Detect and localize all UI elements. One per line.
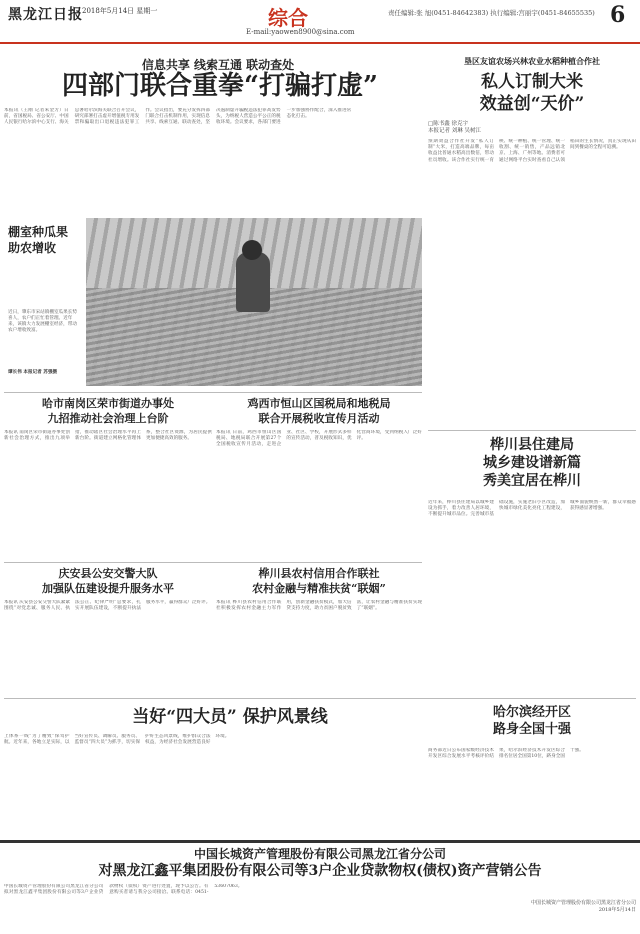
notice-rule: [0, 840, 640, 843]
editor-info: 责任编辑:张 旭(0451-84642383) 执行编辑:宫丽宇(0451-84655535): [388, 9, 595, 17]
section-title: 综合: [268, 6, 308, 30]
divider: [4, 562, 422, 563]
news4-body: 本报讯 桦川县农村信用合作联社积极发挥农村金融主力军作用，创新金融扶贫模式，加大信贷支持力度，助力贫困户脱贫致富，让农村金融与精准扶贫实现了“联姻”。: [216, 600, 422, 612]
divider: [4, 392, 422, 393]
photo-caption: 近日，肇东市宋站镇棚室瓜果长势喜人，农户们正忙着管理。近年来，该镇大力发展棚室经济，带动农户增收致富。: [8, 310, 77, 333]
notice-body: 中国长城资产管理股份有限公司黑龙江省分公司拟对黑龙江鑫平集团股份有限公司等3户企业贷款物权（债权）资产进行处置，现予以公告。有意购买者请与我分公司接洽。联系电话：0451-53607063。: [4, 884, 243, 896]
lead-kicker: 信息共享 线索互通 联动查处: [141, 58, 295, 72]
notice-title: 对黑龙江鑫平集团股份有限公司等3户企业贷款物权(债权)资产营销公告: [98, 863, 542, 879]
newspaper-logo: 黑龙江日报: [8, 7, 83, 23]
news2-body: 本报讯 日前，鸡西市恒山区国税局、地税局联合开展第27个全国税收宣传月活动，走进企业、社区、学校，开展形式多样的宣传活动，普及税收知识，优化营商环境，受到纳税人广泛好评。: [216, 430, 422, 448]
feature-body: 上体系一线“为了精致”保驾护航。近年来，各地立足实际，以当好宣传员、调解员、服务员、监督员“四大员”为抓手，切实保护好生态风景线，维护群众合法权益，为经济社会发展营造良好环境。: [4, 734, 230, 746]
notice-footer: 中国长城资产管理股份有限公司黑龙江省分公司 2018年5月14日: [530, 900, 636, 913]
news4-headline: 桦川县农村信用合作联社 农村金融与精准扶贫“联姻”: [252, 567, 386, 595]
news1-headline: 哈市南岗区荣市街道办事处 九招推动社会治理上台阶: [42, 397, 174, 425]
econ-zone-headline: 哈尔滨经开区 路身全国十强: [492, 705, 571, 737]
greenhouse-photo: [86, 218, 422, 386]
city-body: 近年来，桦川县住建局以城乡建设为抓手，着力改善人居环境，不断提升城市品位。完善城市基础设施，实施老旧小区改造，加快城市绿化美化亮化工程建设，城乡面貌焕然一新，群众幸福感获得感显著增强。: [428, 500, 636, 518]
photo-title: 棚室种瓜果 助农增收: [8, 225, 69, 255]
issue-date: 2018年5月14日 星期一: [82, 7, 158, 15]
farmer-head: [242, 240, 262, 260]
photo-credit: 谭长伟 本报记者 苏强摄: [8, 370, 58, 375]
right-story: [428, 56, 636, 389]
farmer-figure: [236, 252, 270, 312]
photo-sidebar: [4, 218, 84, 388]
section-email: E-mail:yaowen8900@sina.com: [246, 28, 355, 36]
masthead: [0, 0, 640, 44]
lead-headline: 四部门联合重拳“打骗打虚”: [62, 71, 378, 101]
lead-body: 本报讯（王刚 记者朱金芳）日前，省国税局、省公安厅、中国人民银行哈尔滨中心支行、海关总署哈尔滨海关联合召开会议，研究部署打击虚开增值税专用发票和骗取出口退税违法犯罪工作。会议指出，要充分发挥四部门联合打击机制作用，实现信息共享、线索互通、联动查处，坚决遏制虚开骗税违法犯罪高发势头，为纳税人营造公平公正的税收环境。会议要求，各部门要进一步加强协作配合，深入推进常态化打击。: [4, 108, 352, 126]
feature-headline: 当好“四大员” 保护风景线: [132, 707, 328, 727]
page-number: 6: [610, 2, 626, 28]
right-headline: 私人订制大米 效益创“天价”: [479, 72, 585, 114]
city-headline: 桦川县住建局 城乡建设谱新篇 秀美宜居在桦川: [483, 437, 581, 489]
news3-headline: 庆安县公安交警大队 加强队伍建设提升服务水平: [42, 567, 174, 595]
right-kicker: 垦区友谊农场兴林农业水稻种植合作社: [464, 56, 600, 66]
divider: [4, 698, 636, 699]
news1-body: 本报讯 南岗区荣市街道办事处创新社会治理方式，推出九项举措，推动辖区社会治理水平再上新台阶。街道建立网格化管理体系，整合社区资源，为居民提供更加便捷高效的服务。: [4, 430, 212, 442]
right-byline: □陈书鑫 徐克宇 本报记者 刘琳 吴树江: [428, 121, 481, 134]
news3-body: 本报讯 庆安县公安交警大队紧紧围绕“对党忠诚、服务人民、执法公正、纪律严明”总要求，扎实开展队伍建设，不断提升执法服务水平，赢得群众广泛好评。: [4, 600, 211, 612]
news2-headline: 鸡西市恒山区国税局和地税局 联合开展税收宣传月活动: [247, 397, 391, 425]
econ-zone-body: 商务部近日公布国家级经济技术开发区综合发展水平考核评价结果，哈尔滨经济技术开发区综合排名位居全国第10位，跻身全国十强。: [428, 748, 584, 760]
divider: [428, 430, 636, 431]
right-body: 预期效益合作社开发“私人订制”大米，打造高端品牌，每亩收益比普通水稻高出数倍，带动社员增收。该合作社实行统一育秧、统一种植、统一管理、统一收割、统一销售，产品远销北京、上海、广州等地。消费者可通过网络平台实时查看自己认领稻田的生长情况，真正实现从田间到餐桌的全程可追溯。: [428, 139, 636, 163]
notice-org: 中国长城资产管理股份有限公司黑龙江省分公司: [193, 847, 446, 861]
